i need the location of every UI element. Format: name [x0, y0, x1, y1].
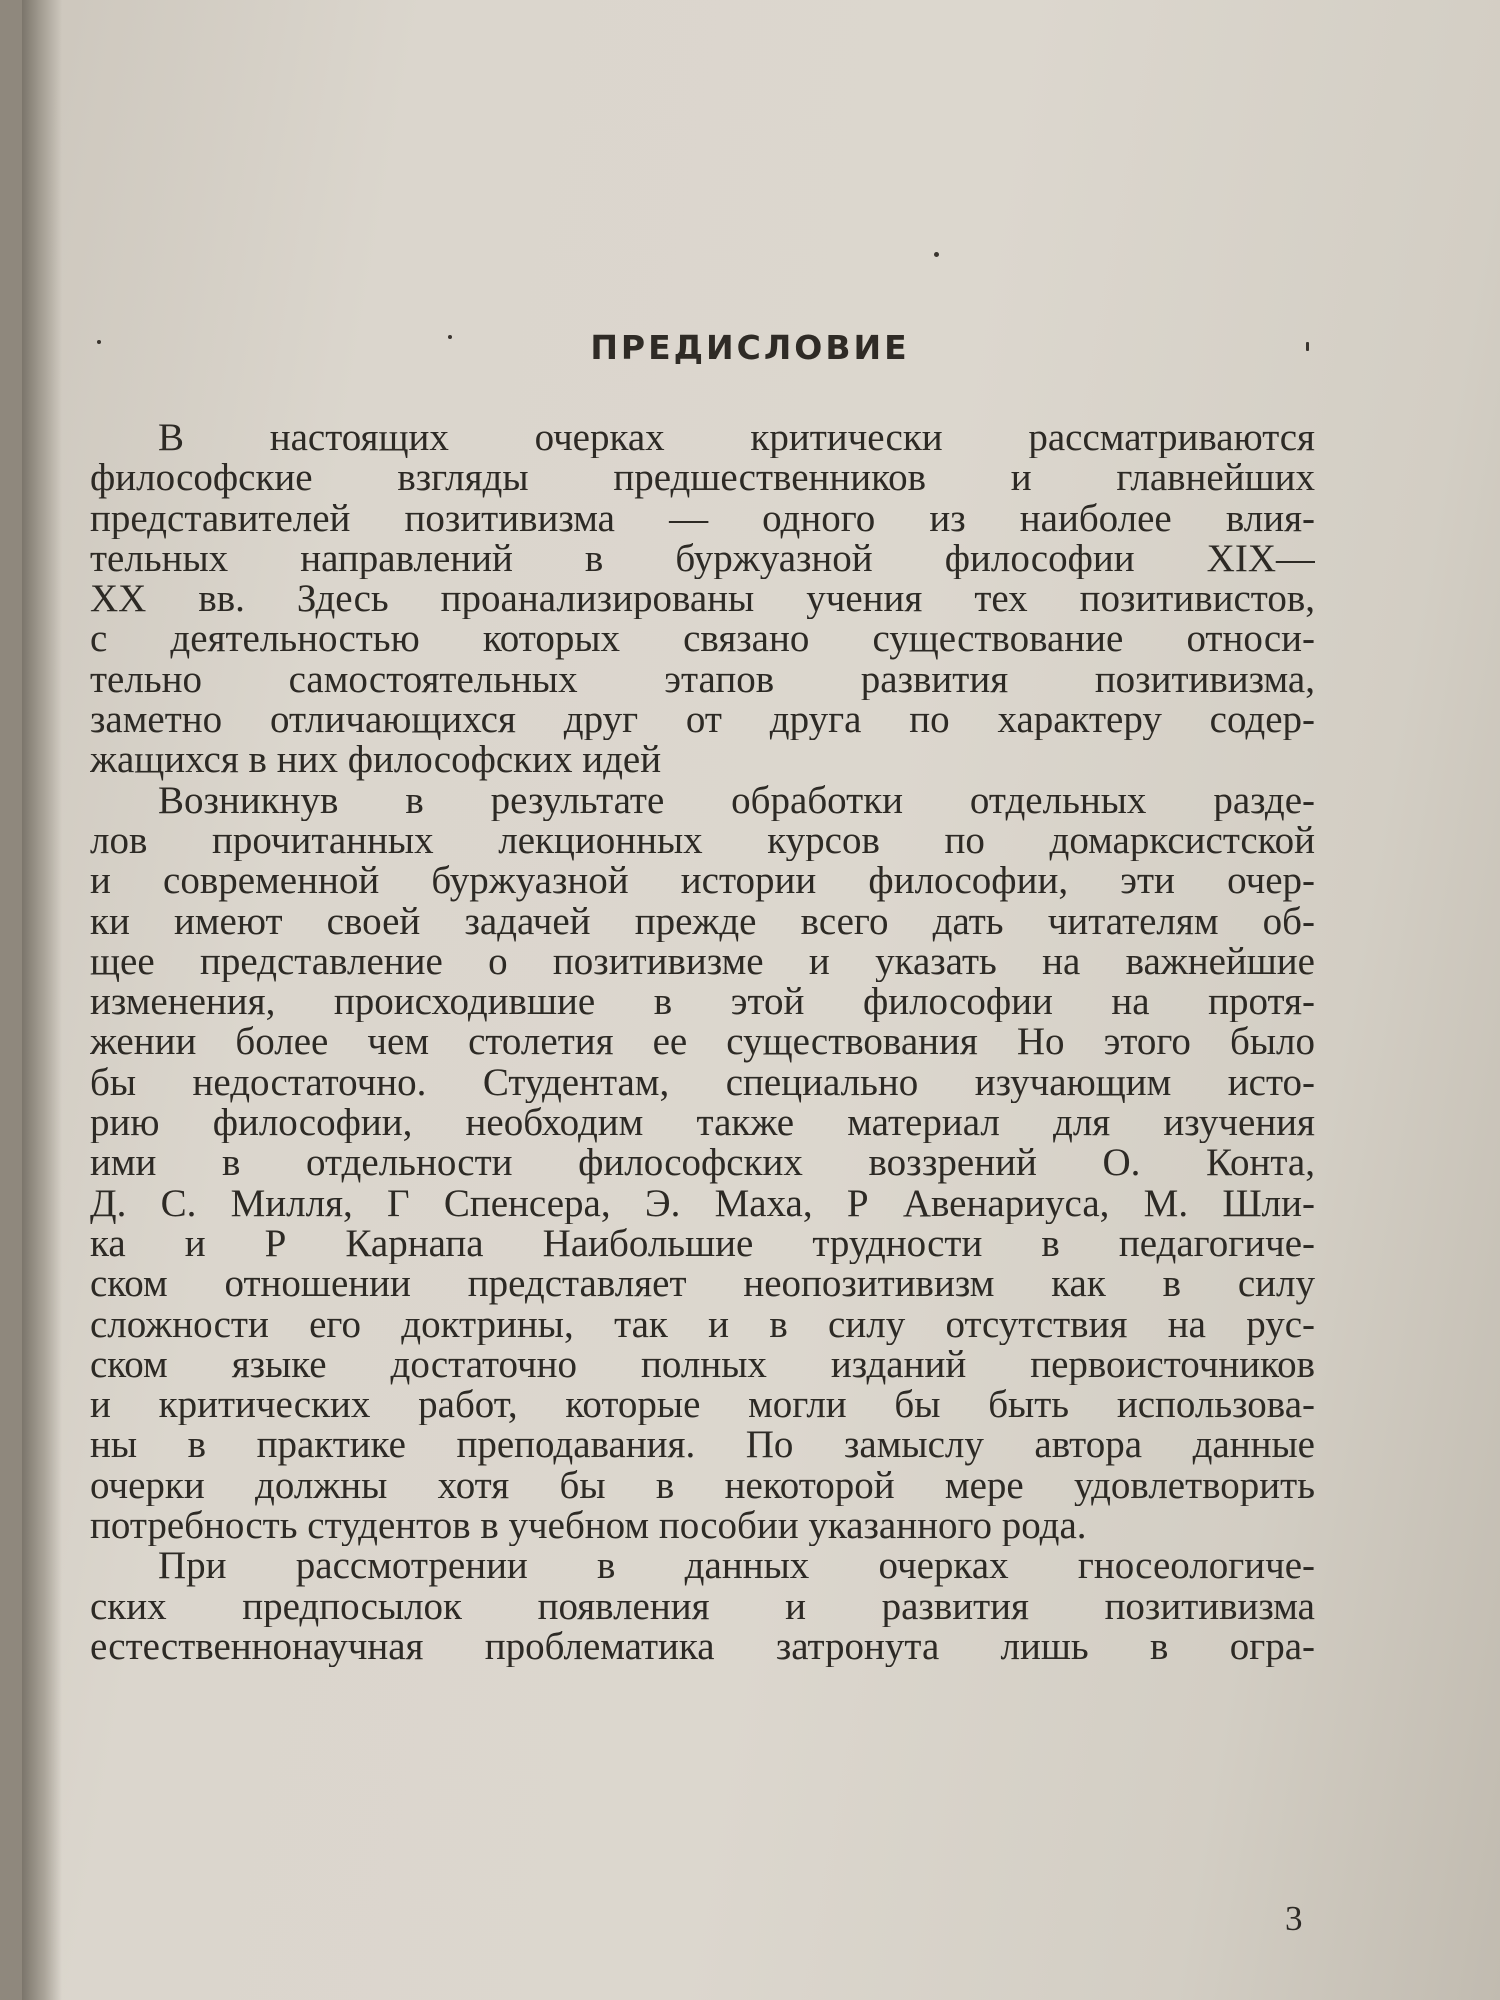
text-line: лов прочитанных лекционных курсов по домарксистской [90, 820, 1315, 862]
text-line: жении более чем столетия ее существования Но этого было [90, 1022, 1315, 1063]
text-line: ском языке достаточно полных изданий первоисточников [90, 1344, 1315, 1386]
text-line: ими в отдельности философских воззрений О. Конта, [90, 1143, 1315, 1184]
paragraph [90, 418, 1315, 781]
text-line: щее представление о позитивизме и указать на важнейшие [90, 941, 1315, 983]
text-line: тельных направлений в буржуазной философии XIX— [90, 538, 1315, 580]
text-line: жащихся в них философских идей [90, 740, 662, 781]
text-line: ны в практике преподавания. По замыслу автора данные [90, 1425, 1315, 1466]
text-line: ском отношении представляет неопозитивизм как в силу [90, 1264, 1315, 1305]
page-heading: ПРЕДИСЛОВИЕ [590, 328, 910, 367]
text-line: очерки должны хотя бы в некоторой мере удовлетворить [90, 1465, 1315, 1507]
text-line: с деятельностью которых связано существование относи- [90, 619, 1315, 660]
paragraph [90, 1546, 1315, 1667]
text-line: При рассмотрении в данных очерках гносеологиче- [158, 1546, 1315, 1587]
text-line: XX вв. Здесь проанализированы учения тех позитивистов, [90, 579, 1315, 620]
text-line: сложности его доктрины, так и в силу отсутствия на рус- [90, 1304, 1315, 1345]
text-line: Д. С. Милля, Г Спенсера, Э. Маха, Р Авенариуса, М. Шли- [90, 1183, 1315, 1224]
text-line: ка и Р Карнапа Наибольшие трудности в педагогиче- [90, 1223, 1315, 1265]
text-line: и критических работ, которые могли бы быть использова- [90, 1385, 1315, 1426]
text-line: потребность студентов в учебном пособии указанного рода. [90, 1506, 1087, 1547]
text-line: естественнонаучная проблематика затронута лишь в огра- [90, 1626, 1315, 1668]
text-line: рию философии, необходим также материал для изучения [90, 1103, 1315, 1144]
text-line: заметно отличающихся друг от друга по характеру содер- [90, 700, 1315, 741]
paragraph [90, 781, 1315, 1547]
text-line: ских предпосылок появления и развития позитивизма [90, 1586, 1315, 1627]
text-line: изменения, происходившие в этой философии на протя- [90, 982, 1315, 1023]
body-text [90, 418, 1315, 1667]
page-number: 3 [1285, 1899, 1303, 1938]
text-line: бы недостаточно. Студентам, специально изучающим исто- [90, 1062, 1315, 1104]
text-line: и современной буржуазной истории философии, эти очер- [90, 861, 1315, 902]
text-line: философские взгляды предшественников и главнейших [90, 458, 1315, 499]
text-line: тельно самостоятельных этапов развития позитивизма, [90, 659, 1315, 701]
text-line: Возникнув в результате обработки отдельных разде- [158, 780, 1315, 821]
text-line: ки имеют своей задачей прежде всего дать читателям об- [90, 901, 1315, 942]
text-line: В настоящих очерках критически рассматриваются [158, 418, 1315, 459]
page-gutter-shadow [22, 0, 62, 2000]
text-line: представителей позитивизма — одного из наиболее влия- [90, 498, 1315, 539]
ink-speck [934, 252, 939, 257]
